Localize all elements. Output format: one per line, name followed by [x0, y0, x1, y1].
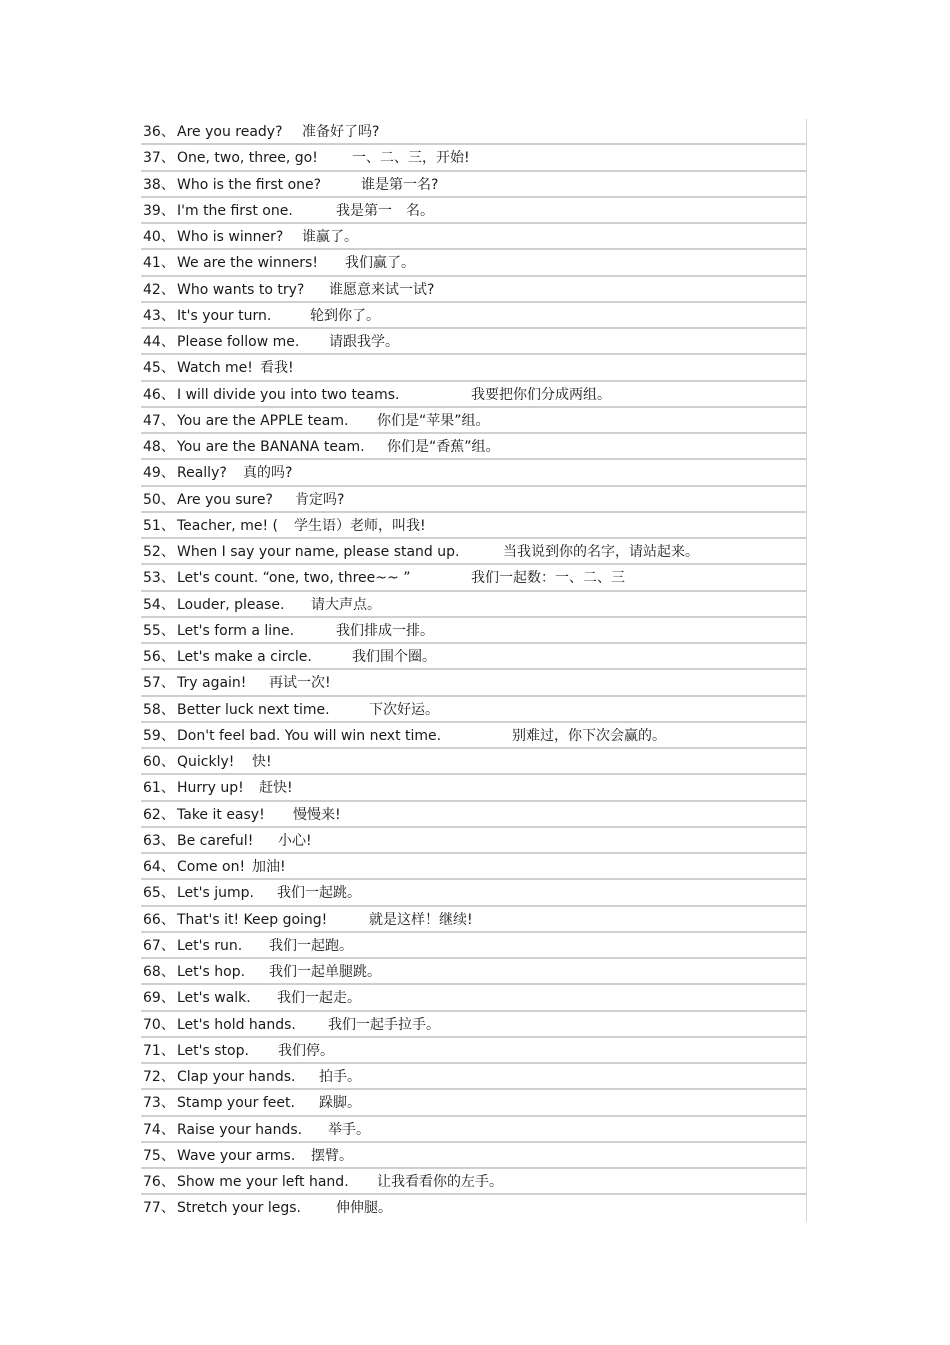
chinese-translation: 举手。	[328, 1121, 370, 1138]
table-row	[141, 1143, 806, 1169]
row-number: 42、	[143, 281, 175, 298]
english-phrase: You are the APPLE team.	[177, 412, 349, 429]
english-phrase: Hurry up!	[177, 780, 244, 797]
english-phrase: Raise your hands.	[177, 1121, 303, 1138]
english-phrase: Stamp your feet.	[177, 1095, 295, 1112]
table-row	[141, 382, 806, 408]
chinese-translation: 加油!	[252, 859, 286, 875]
chinese-translation: 下次好运。	[369, 701, 439, 718]
english-phrase: We are the winners!	[177, 255, 318, 272]
table-row	[141, 985, 806, 1011]
table-row	[141, 172, 806, 198]
row-number: 47、	[143, 412, 175, 429]
english-phrase: Teacher, me! (	[177, 517, 278, 534]
row-number: 76、	[143, 1174, 175, 1190]
row-number: 48、	[143, 439, 175, 455]
english-phrase: Let's walk.	[177, 990, 251, 1007]
english-phrase: That's it! Keep going!	[177, 911, 328, 928]
english-phrase: Who wants to try?	[177, 281, 305, 298]
chinese-translation: 我们停。	[278, 1042, 334, 1059]
phrase-table	[141, 119, 807, 1222]
chinese-translation: 我们一起手拉手。	[328, 1016, 440, 1033]
row-number: 56、	[143, 649, 175, 665]
chinese-translation: 我们围个圈。	[352, 649, 436, 665]
chinese-translation: 当我说到你的名字，请站起来。	[503, 544, 699, 560]
table-row	[141, 697, 806, 723]
row-number: 58、	[143, 701, 175, 718]
row-number: 36、	[143, 124, 175, 140]
table-row	[141, 749, 806, 775]
english-phrase: Take it easy!	[177, 806, 265, 823]
table-row	[141, 303, 806, 329]
row-number: 66、	[143, 911, 175, 928]
chinese-translation: 我要把你们分成两组。	[471, 386, 611, 403]
english-phrase: Are you ready?	[177, 124, 283, 140]
row-number: 54、	[143, 596, 175, 613]
row-number: 73、	[143, 1095, 175, 1112]
english-phrase: It's your turn.	[177, 307, 272, 324]
row-number: 62、	[143, 806, 175, 823]
english-phrase: Better luck next time.	[177, 701, 330, 718]
english-phrase: Quickly!	[177, 754, 235, 770]
row-number: 65、	[143, 885, 175, 902]
row-number: 37、	[143, 150, 175, 167]
english-phrase: Who is winner?	[177, 229, 284, 245]
chinese-translation: 再试一次!	[269, 675, 331, 692]
chinese-translation: 我们一起跑。	[269, 937, 353, 954]
row-number: 77、	[143, 1200, 175, 1217]
row-number: 64、	[143, 859, 175, 875]
row-number: 51、	[143, 517, 175, 534]
table-row	[141, 460, 806, 486]
chinese-translation: 让我看看你的左手。	[377, 1174, 503, 1190]
table-row	[141, 198, 806, 224]
table-row	[141, 1012, 806, 1038]
table-row	[141, 1117, 806, 1143]
row-number: 46、	[143, 386, 175, 403]
chinese-translation: 摆臂。	[311, 1147, 353, 1164]
table-row	[141, 854, 806, 880]
table-row	[141, 250, 806, 276]
english-phrase: Let's make a circle.	[177, 649, 312, 665]
table-row	[141, 802, 806, 828]
english-phrase: Try again!	[177, 675, 247, 692]
row-number: 61、	[143, 780, 175, 797]
row-number: 75、	[143, 1147, 175, 1164]
chinese-translation: 我们一起数：一、二、三	[471, 570, 625, 587]
table-row	[141, 670, 806, 696]
row-number: 70、	[143, 1016, 175, 1033]
chinese-translation: 我们一起单腿跳。	[269, 964, 381, 980]
row-number: 55、	[143, 622, 175, 639]
table-row	[141, 933, 806, 959]
english-phrase: Wave your arms.	[177, 1147, 296, 1164]
chinese-translation: 慢慢来!	[293, 806, 341, 823]
row-number: 74、	[143, 1121, 175, 1138]
english-phrase: Let's stop.	[177, 1042, 249, 1059]
table-row	[141, 959, 806, 985]
table-row	[141, 355, 806, 381]
chinese-translation: 就是这样！继续!	[369, 911, 473, 928]
chinese-translation: 一、二、三，开始!	[352, 150, 470, 167]
english-phrase: Really?	[177, 465, 227, 482]
row-number: 49、	[143, 465, 175, 482]
chinese-translation: 我是第一 名。	[336, 202, 434, 219]
chinese-translation: 我们排成一排。	[336, 622, 434, 639]
row-number: 38、	[143, 176, 175, 193]
table-row	[141, 1195, 806, 1221]
chinese-translation: 我们一起走。	[277, 990, 361, 1007]
english-phrase: I'm the first one.	[177, 202, 293, 219]
table-row	[141, 618, 806, 644]
english-phrase: When I say your name, please stand up.	[177, 544, 460, 560]
table-row	[141, 539, 806, 565]
table-row	[141, 513, 806, 539]
chinese-translation: 真的吗?	[243, 465, 293, 482]
row-number: 57、	[143, 675, 175, 692]
table-row	[141, 775, 806, 801]
chinese-translation: 快!	[252, 754, 272, 770]
row-number: 59、	[143, 727, 175, 744]
table-row	[141, 434, 806, 460]
table-row	[141, 880, 806, 906]
row-number: 52、	[143, 544, 175, 560]
table-row	[141, 644, 806, 670]
chinese-translation: 你们是“苹果”组。	[377, 412, 490, 429]
chinese-translation: 肯定吗?	[295, 491, 345, 508]
row-number: 60、	[143, 754, 175, 770]
table-row	[141, 408, 806, 434]
row-number: 50、	[143, 491, 175, 508]
chinese-translation: 我们赢了。	[345, 255, 415, 272]
english-phrase: Are you sure?	[177, 491, 273, 508]
english-phrase: Show me your left hand.	[177, 1174, 349, 1190]
chinese-translation: 你们是“香蕉”组。	[387, 439, 500, 455]
chinese-translation: 请跟我学。	[329, 334, 399, 350]
row-number: 53、	[143, 570, 175, 587]
row-number: 41、	[143, 255, 175, 272]
table-row	[141, 224, 806, 250]
english-phrase: Let's count. “one, two, three~~ ”	[177, 570, 411, 587]
row-number: 63、	[143, 832, 175, 849]
row-number: 39、	[143, 202, 175, 219]
table-row	[141, 723, 806, 749]
english-phrase: Let's jump.	[177, 885, 254, 902]
english-phrase: Louder, please.	[177, 596, 285, 613]
row-number: 71、	[143, 1042, 175, 1059]
chinese-translation: 赶快!	[259, 780, 293, 797]
chinese-translation: 别难过，你下次会赢的。	[512, 727, 666, 744]
chinese-translation: 跺脚。	[319, 1095, 361, 1112]
table-row	[141, 592, 806, 618]
table-row	[141, 145, 806, 171]
table-row	[141, 907, 806, 933]
english-phrase: Be careful!	[177, 832, 254, 849]
row-number: 72、	[143, 1069, 175, 1085]
english-phrase: You are the BANANA team.	[177, 439, 365, 455]
row-number: 68、	[143, 964, 175, 980]
chinese-translation: 轮到你了。	[310, 307, 380, 324]
table-row	[141, 1169, 806, 1195]
english-phrase: Don't feel bad. You will win next time.	[177, 727, 442, 744]
english-phrase: Who is the first one?	[177, 176, 322, 193]
english-phrase: Stretch your legs.	[177, 1200, 302, 1217]
table-row	[141, 329, 806, 355]
row-number: 69、	[143, 990, 175, 1007]
table-row	[141, 119, 806, 145]
chinese-translation: 准备好了吗?	[302, 124, 380, 140]
chinese-translation: 伸伸腿。	[336, 1200, 392, 1217]
english-phrase: Let's hop.	[177, 964, 246, 980]
table-row	[141, 828, 806, 854]
chinese-translation: 小心!	[278, 832, 312, 849]
table-row	[141, 1064, 806, 1090]
table-row	[141, 565, 806, 591]
table-row	[141, 277, 806, 303]
chinese-translation: 学生语）老师，叫我!	[294, 517, 426, 534]
table-row	[141, 487, 806, 513]
row-number: 43、	[143, 307, 175, 324]
row-number: 45、	[143, 360, 175, 377]
english-phrase: Clap your hands.	[177, 1069, 296, 1085]
row-number: 44、	[143, 334, 175, 350]
english-phrase: Let's run.	[177, 937, 243, 954]
row-number: 40、	[143, 229, 175, 245]
table-row	[141, 1038, 806, 1064]
english-phrase: Let's form a line.	[177, 622, 295, 639]
chinese-translation: 谁愿意来试一试?	[329, 281, 435, 298]
english-phrase: Come on!	[177, 859, 246, 875]
english-phrase: I will divide you into two teams.	[177, 386, 400, 403]
chinese-translation: 看我!	[260, 360, 294, 377]
chinese-translation: 谁赢了。	[302, 229, 358, 245]
row-number: 67、	[143, 937, 175, 954]
chinese-translation: 请大声点。	[311, 596, 381, 613]
chinese-translation: 我们一起跳。	[277, 885, 361, 902]
chinese-translation: 谁是第一名?	[361, 176, 439, 193]
english-phrase: Let's hold hands.	[177, 1016, 296, 1033]
english-phrase: Please follow me.	[177, 334, 300, 350]
table-row	[141, 1090, 806, 1116]
english-phrase: Watch me!	[177, 360, 253, 377]
chinese-translation: 拍手。	[319, 1069, 361, 1085]
english-phrase: One, two, three, go!	[177, 150, 318, 167]
